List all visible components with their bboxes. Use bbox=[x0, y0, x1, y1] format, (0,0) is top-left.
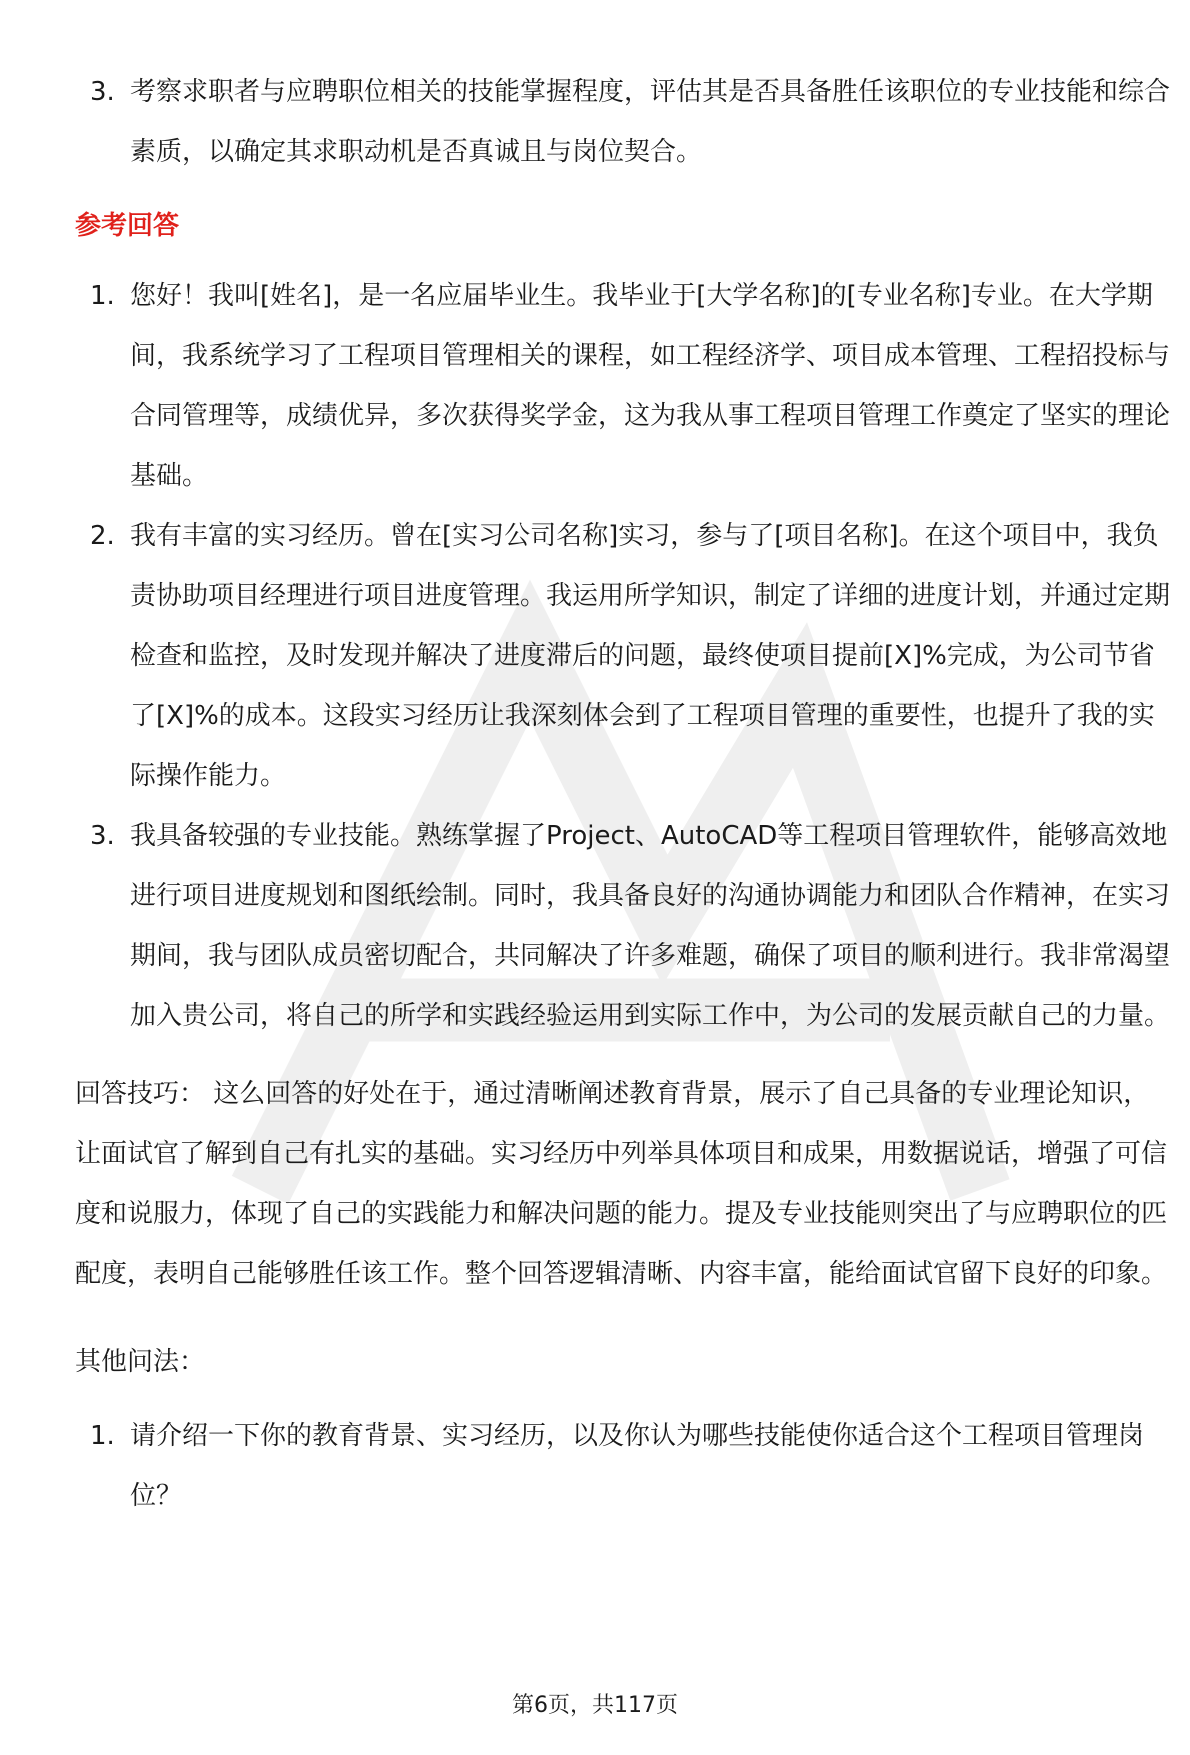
list-item-number: 3. bbox=[90, 821, 115, 851]
list-item-number: 2. bbox=[90, 521, 115, 551]
list-item bbox=[75, 1406, 1175, 1526]
list-item-text: 您好！我叫[姓名]，是一名应届毕业生。我毕业于[大学名称]的[专业名称]专业。在大学期间，我系统学习了工程项目管理相关的课程，如工程经济学、项目成本管理、工程招投标与合同管理等，成绩优异，多次获得奖学金，这为我从事工程项目管理工作奠定了坚实的理论基础。 bbox=[130, 281, 1171, 491]
answer-tips-paragraph: 回答技巧： 这么回答的好处在于，通过清晰阐述教育背景，展示了自己具备的专业理论知识，让面试官了解到自己有扎实的基础。实习经历中列举具体项目和成果，用数据说话，增强了可信度和说服力，体现了自己的实践能力和解决问题的能力。提及专业技能则突出了与应聘职位的匹配度，表明自己能够胜任该工作。整个回答逻辑清晰、内容丰富，能给面试官留下良好的印象。 bbox=[75, 1079, 1168, 1289]
page-content bbox=[75, 62, 1175, 1526]
list-item-text: 我具备较强的专业技能。熟练掌握了Project、AutoCAD等工程项目管理软件，能够高效地进行项目进度规划和图纸绘制。同时，我具备良好的沟通协调能力和团队合作精神，在实习期间，我与团队成员密切配合，共同解决了许多难题，确保了项目的顺利进行。我非常渴望加入贵公司，将自己的所学和实践经验运用到实际工作中，为公司的发展贡献自己的力量。 bbox=[130, 821, 1171, 1031]
list-item bbox=[75, 806, 1175, 1046]
list-item bbox=[75, 266, 1175, 506]
page-footer: 第6页，共117页 bbox=[512, 1693, 678, 1718]
other-questions-heading: 其他问法： bbox=[75, 1347, 206, 1377]
list-item-number: 1. bbox=[90, 1421, 115, 1451]
reference-answer-list bbox=[75, 266, 1175, 1046]
list-item-number: 3. bbox=[90, 77, 115, 107]
list-item-text: 请介绍一下你的教育背景、实习经历，以及你认为哪些技能使你适合这个工程项目管理岗位？ bbox=[130, 1421, 1145, 1511]
reference-answer-heading: 参考回答 bbox=[75, 211, 180, 241]
list-item bbox=[75, 506, 1175, 806]
list-item-number: 1. bbox=[90, 281, 115, 311]
intro-list bbox=[75, 62, 1175, 182]
other-questions-list bbox=[75, 1406, 1175, 1526]
list-item-text: 我有丰富的实习经历。曾在[实习公司名称]实习，参与了[项目名称]。在这个项目中，我负责协助项目经理进行项目进度管理。我运用所学知识，制定了详细的进度计划，并通过定期检查和监控，及时发现并解决了进度滞后的问题，最终使项目提前[X]%完成，为公司节省了[X]%的成本。这段实习经历让我深刻体会到了工程项目管理的重要性，也提升了我的实际操作能力。 bbox=[130, 521, 1171, 791]
list-item bbox=[75, 62, 1175, 182]
list-item-text: 考察求职者与应聘职位相关的技能掌握程度，评估其是否具备胜任该职位的专业技能和综合素质，以确定其求职动机是否真诚且与岗位契合。 bbox=[130, 77, 1171, 167]
